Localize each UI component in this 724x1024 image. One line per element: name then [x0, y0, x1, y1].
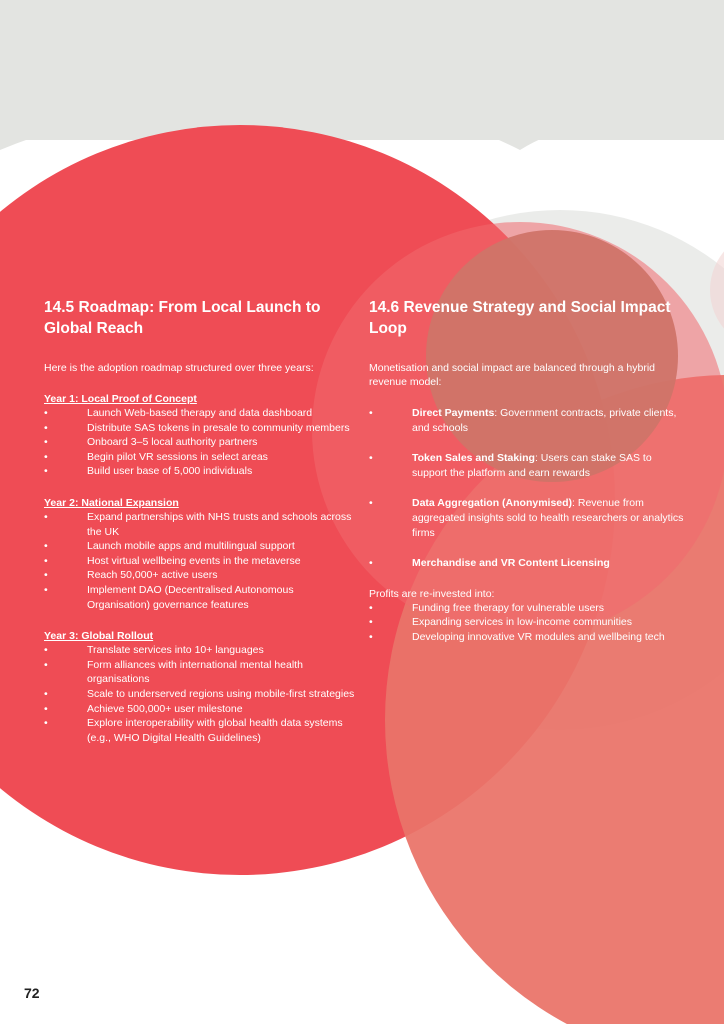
year-2-list [44, 510, 356, 612]
list-item: • Distribute SAS tokens in presale to community members [44, 421, 350, 434]
page-number: 72 [24, 985, 40, 1001]
bullet-icon: • [44, 583, 48, 596]
list-item: • Form alliances with international mental health organisations [44, 658, 303, 686]
bullet-icon: • [369, 407, 373, 419]
bullet-icon: • [44, 554, 48, 567]
list-item: • Expand partnerships with NHS trusts and schools across the UK [44, 510, 352, 538]
bullet-icon: • [369, 630, 373, 643]
list-item: • Direct Payments: Government contracts, private clients, and schools [369, 407, 677, 434]
list-item: • Implement DAO (Decentralised Autonomous Organisation) governance features [44, 583, 294, 611]
bullet-icon: • [44, 717, 48, 730]
year-1-section [44, 392, 356, 479]
year-3-title: Year 3: Global Rollout [44, 630, 154, 643]
list-item: • Funding free therapy for vulnerable users [369, 601, 605, 614]
list-item: • Data Aggregation (Anonymised): Revenue from aggregated insights sold to health researchers or analytics firms [369, 497, 684, 539]
bullet-icon: • [44, 658, 48, 671]
bullet-icon: • [369, 497, 373, 510]
list-item: • Build user base of 5,000 individuals [44, 465, 253, 478]
list-item: • Begin pilot VR sessions in select areas [44, 450, 268, 463]
bullet-icon: • [44, 450, 48, 463]
reinvest-intro: Profits are re-invested into: [369, 587, 495, 600]
bullet-icon: • [44, 540, 48, 553]
list-item: • Merchandise and VR Content Licensing [369, 557, 610, 570]
bullet-icon: • [44, 465, 48, 478]
bullet-icon: • [44, 421, 48, 434]
list-item: • Onboard 3–5 local authority partners [44, 436, 258, 449]
year-1-list [44, 406, 356, 479]
bullet-icon: • [369, 452, 373, 465]
year-2-title: Year 2: National Expansion [44, 496, 179, 509]
reinvest-list [369, 601, 689, 645]
roadmap-heading: 14.5 Roadmap: From Local Launch to Global Reach [44, 299, 321, 337]
list-item: • Explore interoperability with global health data systems (e.g., WHO Digital Health Guidelines) [44, 717, 343, 744]
list-item: • Achieve 500,000+ user milestone [44, 702, 243, 715]
bullet-icon: • [44, 644, 48, 657]
list-item: • Launch mobile apps and multilingual support [44, 540, 295, 553]
roadmap-intro: Here is the adoption roadmap structured over three years: [44, 362, 314, 374]
list-item: • Launch Web-based therapy and data dashboard [44, 407, 313, 419]
list-item: • Developing innovative VR modules and wellbeing tech [369, 630, 665, 643]
revenue-intro: Monetisation and social impact are balanced through a hybrid revenue model: [369, 362, 656, 388]
bullet-icon: • [44, 687, 48, 700]
bullet-icon: • [44, 569, 48, 582]
year-2-section [44, 496, 356, 612]
bullet-icon: • [369, 616, 373, 629]
left-column [44, 297, 356, 762]
revenue-heading: 14.6 Revenue Strategy and Social Impact Loop [369, 299, 671, 337]
bullet-icon: • [369, 557, 373, 570]
bullet-icon: • [44, 702, 48, 715]
list-item: • Token Sales and Staking: Users can stake SAS to support the platform and earn rewards [369, 452, 652, 479]
list-item: • Expanding services in low-income communities [369, 616, 633, 629]
list-item: • Host virtual wellbeing events in the metaverse [44, 554, 301, 567]
year-3-list [44, 643, 356, 745]
bullet-icon: • [44, 510, 48, 523]
list-item: • Translate services into 10+ languages [44, 644, 264, 657]
bullet-icon: • [44, 407, 48, 419]
list-item: • Reach 50,000+ active users [44, 569, 218, 582]
bullet-icon: • [369, 601, 373, 614]
bullet-icon: • [44, 436, 48, 449]
year-1-title: Year 1: Local Proof of Concept [44, 393, 197, 405]
revenue-list [369, 406, 689, 571]
right-column [369, 297, 689, 662]
list-item: • Scale to underserved regions using mobile-first strategies [44, 687, 355, 700]
year-3-section [44, 629, 356, 745]
